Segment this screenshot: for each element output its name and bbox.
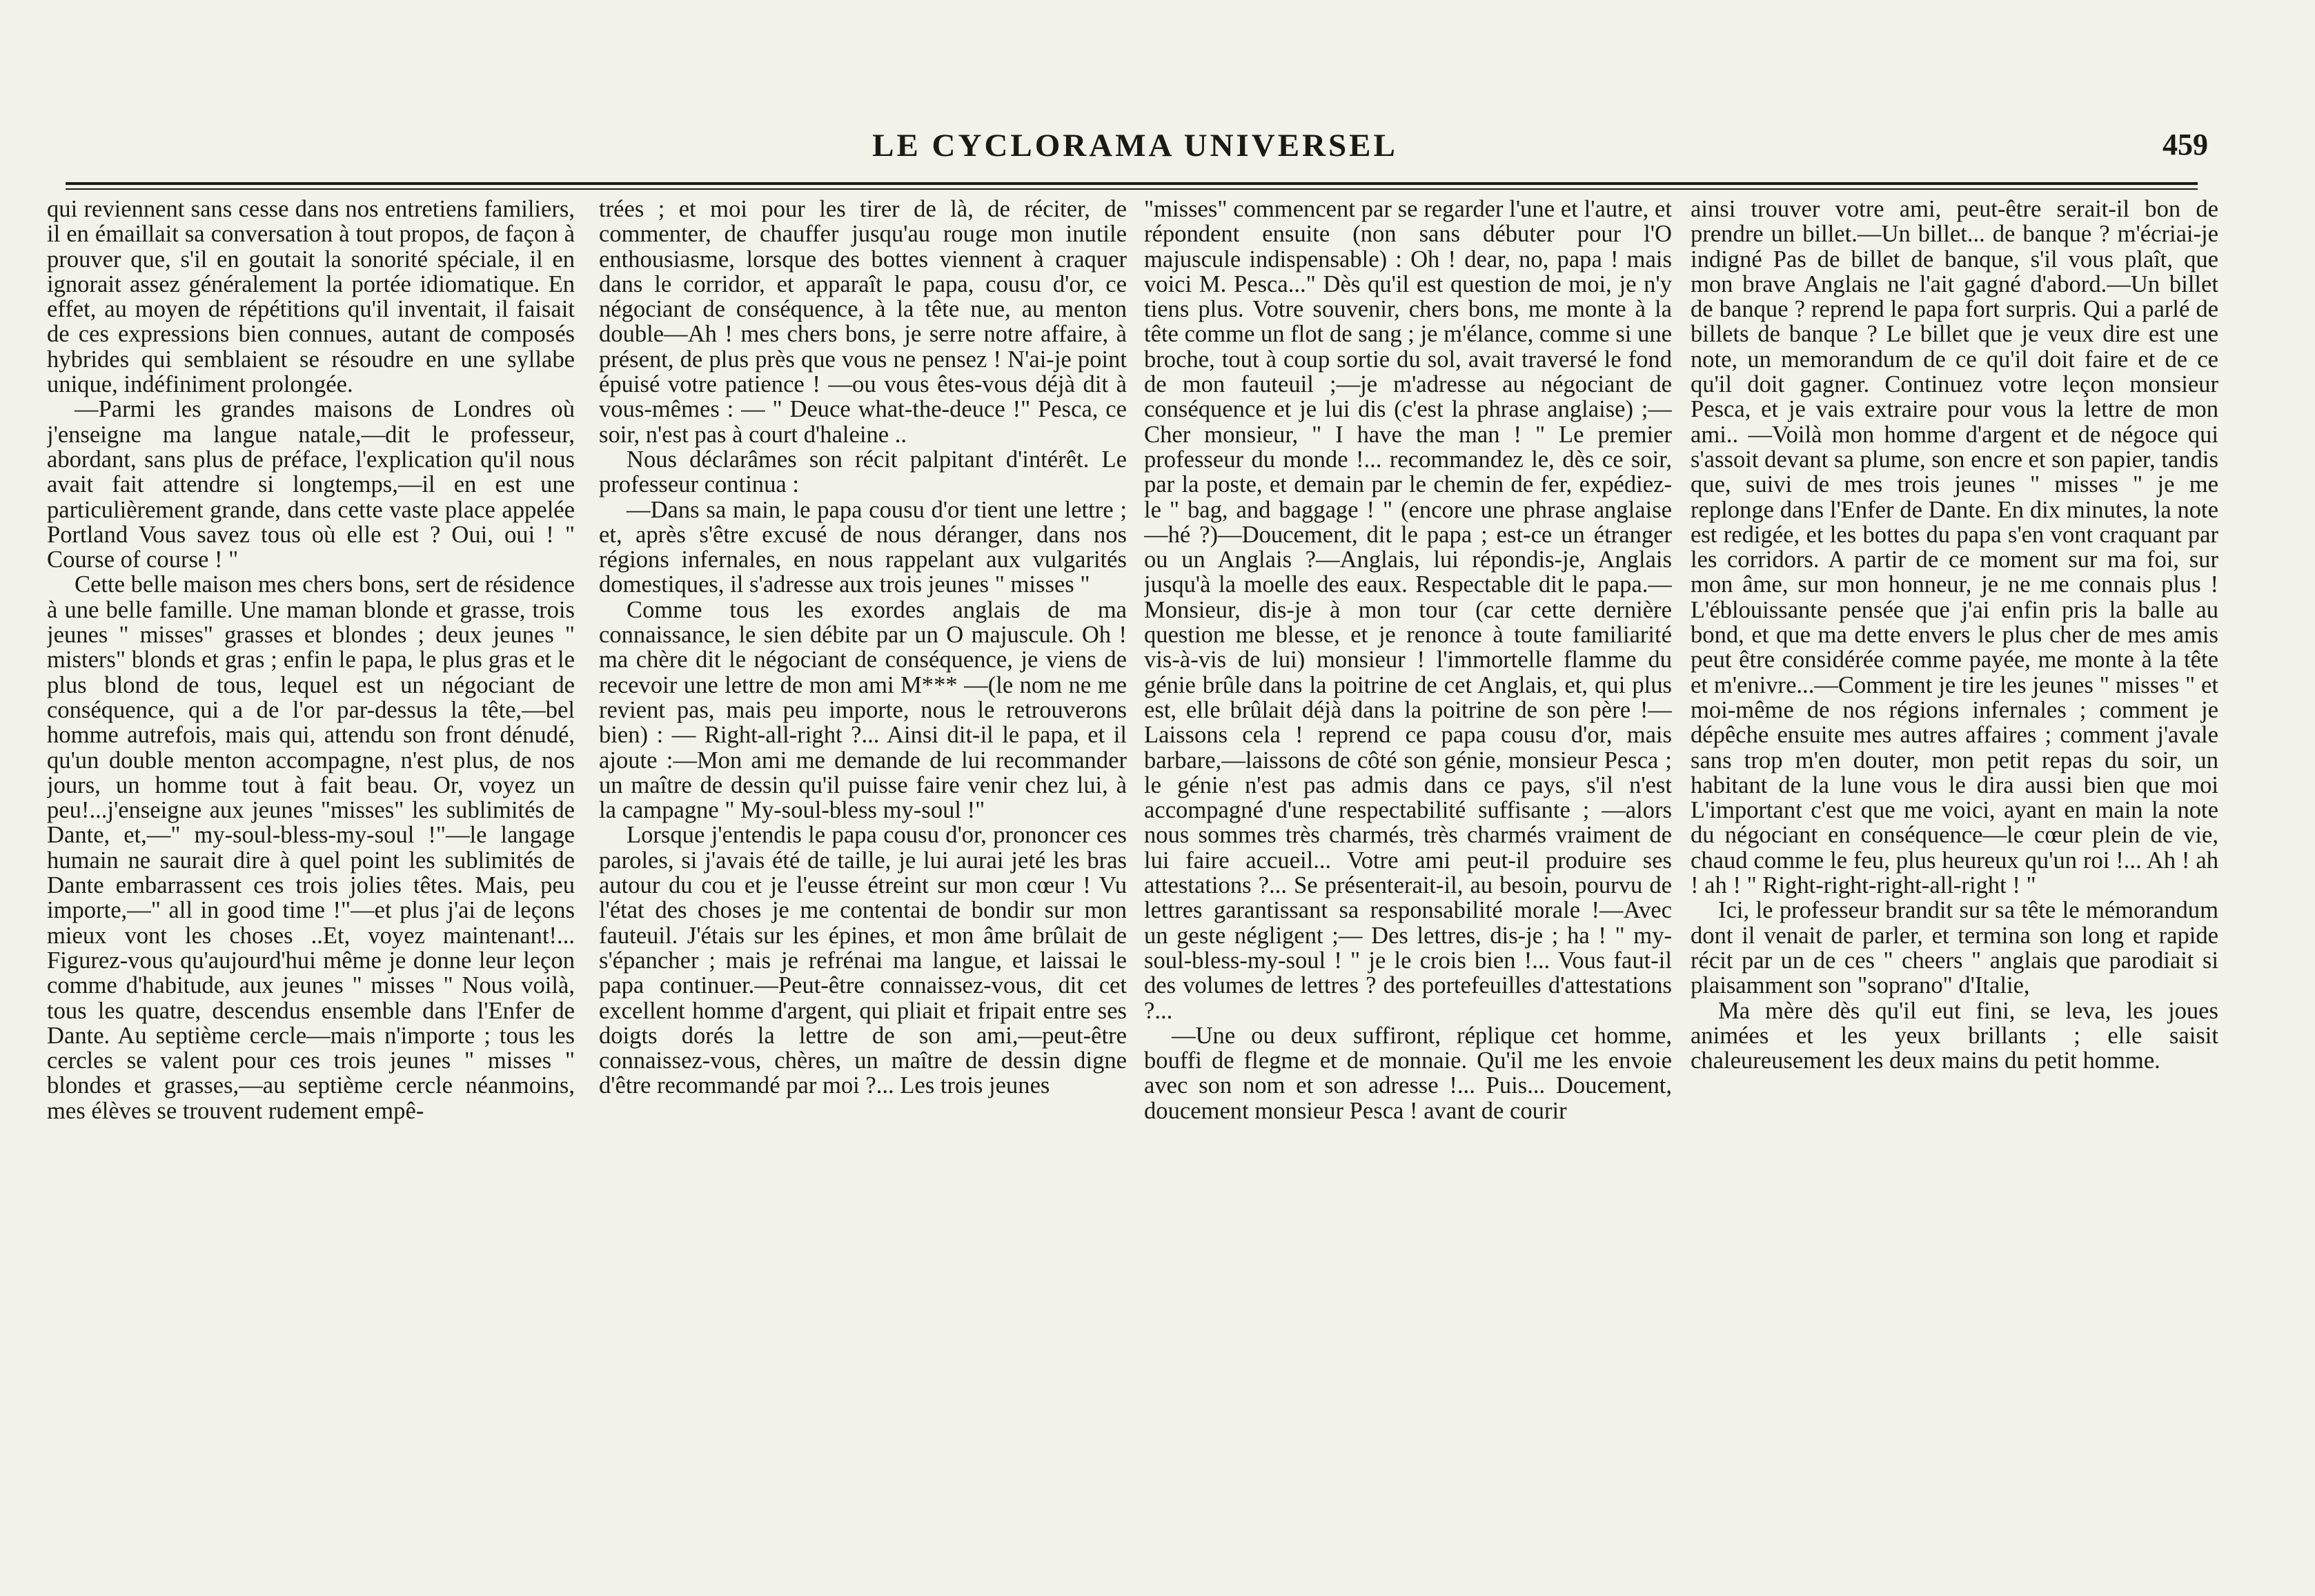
- paragraph: Ici, le professeur brandit sur sa tête le mémorandum dont il venait de parler, et termina son long et rapide récit par un de ces " cheers " anglais que parodiait si plaisamment son "soprano" d'Italie,: [1691, 897, 2218, 999]
- text-column-2: [599, 197, 1127, 1518]
- paragraph: Nous déclarâmes son récit palpitant d'intérêt. Le professeur continua :: [599, 446, 1127, 498]
- paragraph: —Une ou deux suffiront, réplique cet homme, bouffi de flegme et de monnaie. Qu'il me les envoie avec son nom et son adresse !... Puis... Doucement, doucement monsieur Pesca ! avant de courir: [1144, 1022, 1672, 1124]
- header-rule-thin: [66, 188, 2198, 190]
- text-column-4: [1691, 197, 2218, 1518]
- page-number: 459: [2163, 128, 2208, 161]
- text-column-3: [1144, 197, 1672, 1518]
- journal-title: LE CYCLORAMA UNIVERSEL: [872, 128, 1398, 164]
- running-header: [62, 127, 2208, 175]
- paragraph: Cette belle maison mes chers bons, sert de résidence à une belle famille. Une maman blonde et grasse, trois jeunes " misses" grasses et blondes ; deux jeunes " misters" blonds et gras ; enfin le papa, le plus gras et le plus blond de tous, lequel est un négociant de conséquence, qui a de l'or par-dessus la tête,—bel homme autrefois, mais qui, attendu son front dénudé, qu'un double menton accompagne, n'est plus, de nos jours, un homme tout à fait beau. Or, voyez un peu!...j'enseigne aux jeunes "misses" les sublimités de Dante, et,—" my-soul-bless-my-soul !"—le langage humain ne saurait dire à quel point les sublimités de Dante embarrassent ces trois jolies têtes. Mais, peu importe,—" all in good time !"—et plus j'ai de leçons mieux vont les choses ..Et, voyez maintenant!... Figurez-vous qu'aujourd'hui même je donne leur leçon comme d'habitude, aux jeunes " misses " Nous voilà, tous les quatre, descendus ensemble dans l'Enfer de Dante. Au septième cercle—mais n'importe ; tous les cercles se valent pour ces trois jeunes " misses " blondes et grasses,—au septième cercle néanmoins, mes élèves se trouvent rudement empê-: [47, 571, 575, 1124]
- paragraph: —Dans sa main, le papa cousu d'or tient une lettre ; et, après s'être excusé de nous déranger, dans nos régions infernales, en nous rappelant aux vulgarités domestiques, il s'adresse aux trois jeunes " misses ": [599, 496, 1127, 598]
- header-rule-thick: [66, 182, 2198, 185]
- text-column-1: [47, 197, 575, 1518]
- paragraph: Lorsque j'entendis le papa cousu d'or, prononcer ces paroles, si j'avais été de taille, je lui aurai jeté les bras autour du cou et je l'eusse étreint sur mon cœur ! Vu l'état des choses je me contentai de bondir sur mon fauteuil. J'étais sur les épines, et mon âme brûlait de s'épancher ; mais je refrénai ma langue, et laissai le papa continuer.—Peut-être connaissez-vous, dit cet excellent homme d'argent, qui pliait et fripait entre ses doigts dorés la lettre de son ami,—peut-être connaissez-vous, chères, un maître de dessin digne d'être recommandé par moi ?... Les trois jeunes: [599, 822, 1127, 1099]
- paragraph: "misses" commencent par se regarder l'une et l'autre, et répondent ensuite (non sans débuter pour l'O majuscule indispensable) : Oh ! dear, no, papa ! mais voici M. Pesca..." Dès qu'il est question de moi, je n'y tiens plus. Votre souvenir, chers bons, me monte à la tête comme un flot de sang ; je m'élance, comme si une broche, tout à coup sortie du sol, avait traversé le fond de mon fauteuil ;—je m'adresse au négociant de conséquence et je lui dis (c'est la phrase anglaise) ;—Cher monsieur, " I have the man ! " Le premier professeur du monde !... recommandez le, dès ce soir, par la poste, et demain par le chemin de fer, expédiez-le " bag, and baggage ! " (encore une phrase anglaise—hé ?)—Doucement, dit le papa ; est-ce un étranger ou un Anglais ?—Anglais, lui répondis-je, Anglais jusqu'à la moelle des eaux. Respectable dit le papa.—Monsieur, dis-je à mon tour (car cette dernière question me blesse, et je renonce à toute familiarité vis-à-vis de lui) monsieur ! l'immortelle flamme du génie brûle dans la poitrine de cet Anglais, et, qui plus est, elle brûlait déjà dans la poitrine de son père !—Laissons cela ! reprend ce papa cousu d'or, mais barbare,—laissons de côté son génie, monsieur Pesca ; le génie n'est pas admis dans ce pays, s'il n'est accompagné d'une respectabilité suffisante ; —alors nous sommes très charmés, très charmés vraiment de lui faire accueil... Votre ami peut-il produire ses attestations ?... Se présenterait-il, au besoin, pourvu de lettres garantissant sa responsabilité morale !—Avec un geste négligent ;— Des lettres, dis-je ; ha ! " my-soul-bless-my-soul ! " je le crois bien !... Vous faut-il des volumes de lettres ? des portefeuilles d'attestations ?...: [1144, 197, 1672, 1024]
- paragraph: —Parmi les grandes maisons de Londres où j'enseigne ma langue natale,—dit le professeur, abordant, sans plus de préface, l'explication qu'il nous avait fait attendre si longtemps,—il en est une particulièrement grande, dans cette vaste place appelée Portland Vous savez tous où elle est ? Oui, oui ! " Course of course ! ": [47, 396, 575, 573]
- paragraph: Ma mère dès qu'il eut fini, se leva, les joues animées et les yeux brillants ; elle saisit chaleureusement les deux mains du petit homme.: [1691, 997, 2218, 1074]
- paragraph: qui reviennent sans cesse dans nos entretiens familiers, il en émaillait sa conversation à tout propos, de façon à prouver que, s'il en goutait la sonorité spéciale, il en ignorait assez généralement la portée idiomatique. En effet, au moyen de répétitions qu'il inventait, il faisait de ces expressions bien connues, autant de composés hybrides qui semblaient se résoudre en une syllabe unique, indéfiniment prolongée.: [47, 197, 575, 398]
- paragraph: trées ; et moi pour les tirer de là, de réciter, de commenter, de chauffer jusqu'au rouge mon inutile enthousiasme, lorsque des bottes viennent à craquer dans le corridor, et apparaît le papa, cousu d'or, ce négociant de conséquence, à la tête nue, au menton double—Ah ! mes chers bons, je serre notre affaire, à présent, de plus près que vous ne pensez ! N'ai-je point épuisé votre patience ! —ou vous êtes-vous déjà dit à vous-mêmes : — " Deuce what-the-deuce !" Pesca, ce soir, n'est pas à court d'haleine ..: [599, 197, 1127, 448]
- paragraph: Comme tous les exordes anglais de ma connaissance, le sien débite par un O majuscule. Oh ! ma chère dit le négociant de conséquence, je viens de recevoir une lettre de mon ami M*** —(le nom ne me revient pas, mais peu importe, nous le retrouverons bien) : — Right-all-right ?... Ainsi dit-il le papa, et il ajoute :—Mon ami me demande de lui recommander un maître de dessin qu'il puisse faire venir chez lui, à la campagne " My-soul-bless my-soul !": [599, 596, 1127, 824]
- paragraph: ainsi trouver votre ami, peut-être serait-il bon de prendre un billet.—Un billet... de banque ? m'écriai-je indigné Pas de billet de banque, s'il vous plaît, que mon brave Anglais ne l'ait gagné d'abord.—Un billet de banque ? reprend le papa fort surpris. Qui a parlé de billets de banque ? Le billet que je veux dire est une note, un memorandum de ce qu'il doit faire et de ce qu'il doit gagner. Continuez votre leçon monsieur Pesca, et je vais extraire pour vous la lettre de mon ami.. —Voilà mon homme d'argent et de négoce qui s'assoit devant sa plume, son encre et son papier, tandis que, suivi de mes trois jeunes " misses " je me replonge dans l'Enfer de Dante. En dix minutes, la note est redigée, et les bottes du papa s'en vont craquant par les corridors. A partir de ce moment sur ma foi, sur mon âme, sur mon honneur, je ne me connais plus ! L'éblouissante pensée que j'ai enfin pris la balle au bond, et que ma dette envers le plus cher de mes amis peut être considérée comme payée, me monte à la tête et m'enivre...—Comment je tire les jeunes " misses " et moi-même de nos régions infernales ; comment je dépêche ensuite mes autres affaires ; comment j'avale sans trop m'en douter, mon petit repas du soir, un habitant de la lune vous le dira aussi bien que moi L'important c'est que me voici, ayant en main la note du négociant en conséquence—le cœur plein de vie, chaud comme le feu, plus heureux qu'un roi !... Ah ! ah ! ah ! " Right-right-right-all-right ! ": [1691, 197, 2218, 899]
